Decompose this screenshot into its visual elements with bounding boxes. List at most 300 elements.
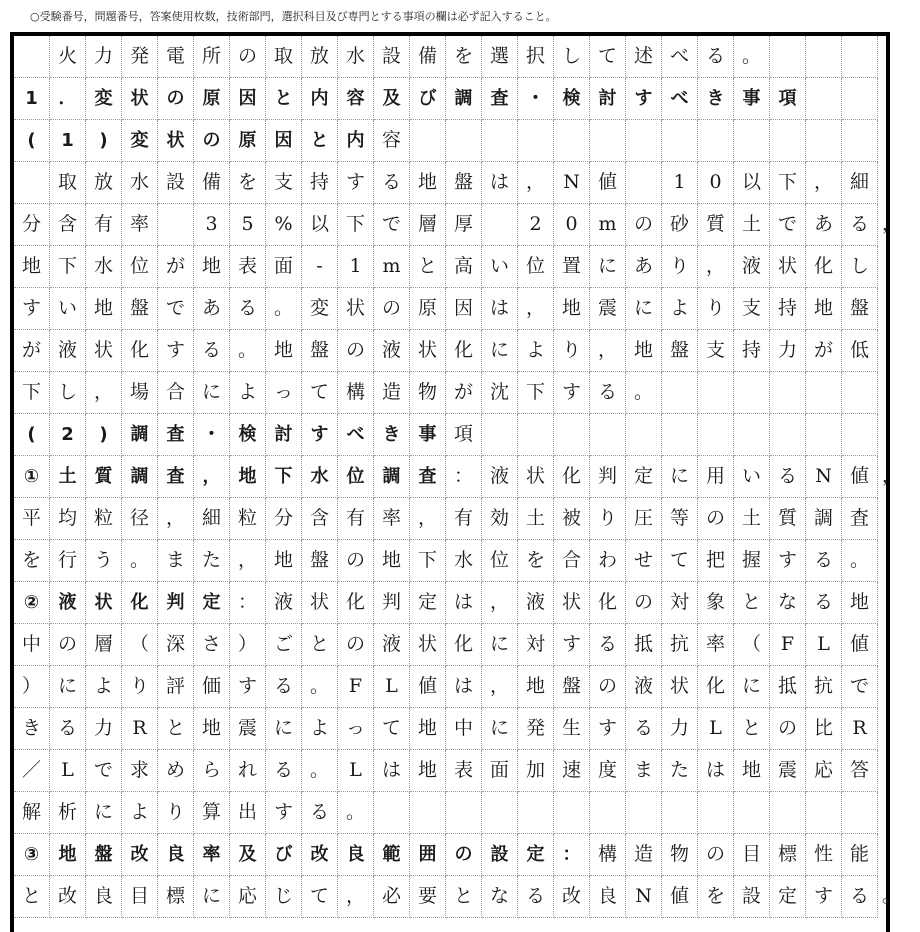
grid-cell: は xyxy=(482,288,518,330)
grid-cell: 変 xyxy=(86,78,122,120)
grid-cell: 加 xyxy=(518,750,554,792)
grid-cell: 表 xyxy=(230,246,266,288)
grid-cell: 細 xyxy=(194,498,230,540)
grid-cell: 化 xyxy=(122,582,158,624)
grid-cell: の xyxy=(698,498,734,540)
grid-cell: し xyxy=(50,372,86,414)
grid-cell xyxy=(446,792,482,834)
grid-cell: 地 xyxy=(266,330,302,372)
grid-cell: 盤 xyxy=(842,288,878,330)
grid-cell: 抗 xyxy=(662,624,698,666)
grid-cell: す xyxy=(806,876,842,918)
grid-cell: 位 xyxy=(518,246,554,288)
grid-cell: L xyxy=(374,666,410,708)
grid-cell: 化 xyxy=(554,456,590,498)
grid-cell: 値 xyxy=(590,162,626,204)
grid-cell: と xyxy=(158,708,194,750)
grid-cell: 状 xyxy=(518,456,554,498)
grid-cell xyxy=(806,372,842,414)
grid-cell: 原 xyxy=(410,288,446,330)
grid-cell: 土 xyxy=(518,498,554,540)
grid-cell: 度 xyxy=(590,750,626,792)
grid-cell: し xyxy=(842,246,878,288)
grid-row xyxy=(14,162,886,204)
grid-cell: 細 xyxy=(842,162,878,204)
grid-cell: 内 xyxy=(302,78,338,120)
grid-cell: に xyxy=(662,456,698,498)
grid-cell: り xyxy=(158,792,194,834)
grid-cell: 求 xyxy=(122,750,158,792)
grid-cell: （ xyxy=(734,624,770,666)
grid-cell: 以 xyxy=(734,162,770,204)
grid-cell: 中 xyxy=(446,708,482,750)
grid-cell: は xyxy=(482,162,518,204)
grid-cell: る xyxy=(590,372,626,414)
grid-cell xyxy=(734,120,770,162)
margin-punctuation: ， xyxy=(882,214,900,235)
grid-cell: 面 xyxy=(266,246,302,288)
grid-cell: き xyxy=(14,708,50,750)
grid-cell: m xyxy=(374,246,410,288)
grid-cell: ま xyxy=(158,540,194,582)
grid-cell: 地 xyxy=(842,582,878,624)
grid-cell: と xyxy=(14,876,50,918)
grid-cell: 速 xyxy=(554,750,590,792)
grid-cell: 放 xyxy=(302,36,338,78)
grid-cell: 盤 xyxy=(662,330,698,372)
grid-cell: ご xyxy=(266,624,302,666)
grid-cell: 調 xyxy=(374,456,410,498)
grid-cell xyxy=(410,792,446,834)
grid-cell: N xyxy=(554,162,590,204)
grid-cell: 定 xyxy=(410,582,446,624)
grid-cell: べ xyxy=(662,36,698,78)
grid-cell: 有 xyxy=(446,498,482,540)
grid-cell xyxy=(158,204,194,246)
grid-cell: 定 xyxy=(770,876,806,918)
grid-cell: る xyxy=(266,666,302,708)
grid-cell: わ xyxy=(590,540,626,582)
grid-cell xyxy=(842,120,878,162)
grid-cell: L xyxy=(338,750,374,792)
grid-cell: ． xyxy=(50,78,86,120)
grid-cell: ) xyxy=(86,414,122,456)
grid-cell: の xyxy=(338,624,374,666)
grid-cell: べ xyxy=(338,414,374,456)
grid-cell: 状 xyxy=(86,330,122,372)
grid-cell: 盤 xyxy=(302,330,338,372)
grid-cell: 地 xyxy=(86,288,122,330)
grid-cell: 判 xyxy=(374,582,410,624)
grid-cell: 必 xyxy=(374,876,410,918)
grid-cell: 液 xyxy=(626,666,662,708)
grid-cell: 支 xyxy=(698,330,734,372)
grid-cell: っ xyxy=(338,708,374,750)
grid-cell: 値 xyxy=(410,666,446,708)
grid-cell: て xyxy=(302,372,338,414)
grid-cell: ， xyxy=(806,162,842,204)
grid-cell: 物 xyxy=(662,834,698,876)
grid-cell: ま xyxy=(626,750,662,792)
grid-cell: 設 xyxy=(374,36,410,78)
grid-cell: 判 xyxy=(590,456,626,498)
grid-cell: 被 xyxy=(554,498,590,540)
grid-cell: さ xyxy=(194,624,230,666)
grid-cell xyxy=(626,414,662,456)
grid-cell: L xyxy=(698,708,734,750)
grid-cell: の xyxy=(374,288,410,330)
grid-cell xyxy=(734,792,770,834)
grid-cell: る xyxy=(194,330,230,372)
grid-cell: ） xyxy=(14,666,50,708)
grid-cell: る xyxy=(266,750,302,792)
grid-row xyxy=(14,78,886,120)
grid-cell: 把 xyxy=(698,540,734,582)
grid-cell: よ xyxy=(86,666,122,708)
grid-cell: 深 xyxy=(158,624,194,666)
grid-cell: 層 xyxy=(86,624,122,666)
grid-cell xyxy=(806,792,842,834)
form-notice: ○受験番号，問題番号，答案使用枚数，技術部門，選択科目及び専門とする事項の欄は必ず記入すること。 xyxy=(30,10,557,23)
grid-cell: を xyxy=(14,540,50,582)
grid-cell xyxy=(806,414,842,456)
grid-cell: R xyxy=(122,708,158,750)
grid-cell: 因 xyxy=(446,288,482,330)
grid-cell: 項 xyxy=(446,414,482,456)
grid-cell: 検 xyxy=(554,78,590,120)
grid-cell: 容 xyxy=(374,120,410,162)
grid-cell: ， xyxy=(482,666,518,708)
grid-cell: 地 xyxy=(14,246,50,288)
grid-row xyxy=(14,708,886,750)
grid-cell: に xyxy=(86,792,122,834)
grid-cell: N xyxy=(626,876,662,918)
grid-cell xyxy=(446,120,482,162)
grid-cell: い xyxy=(482,246,518,288)
grid-cell: す xyxy=(770,540,806,582)
grid-cell: 応 xyxy=(806,750,842,792)
grid-cell: 質 xyxy=(698,204,734,246)
grid-cell: ら xyxy=(194,750,230,792)
grid-cell: 取 xyxy=(50,162,86,204)
grid-cell: す xyxy=(590,708,626,750)
grid-cell: の xyxy=(338,540,374,582)
grid-cell: 質 xyxy=(86,456,122,498)
grid-cell: じ xyxy=(266,876,302,918)
grid-cell: る xyxy=(626,708,662,750)
grid-cell: 有 xyxy=(86,204,122,246)
grid-cell: 液 xyxy=(374,624,410,666)
grid-cell: 設 xyxy=(482,834,518,876)
grid-cell: 化 xyxy=(122,330,158,372)
grid-cell: の xyxy=(770,708,806,750)
grid-cell: 出 xyxy=(230,792,266,834)
grid-cell: 持 xyxy=(302,162,338,204)
grid-cell: と xyxy=(446,876,482,918)
grid-cell: る xyxy=(590,624,626,666)
grid-cell: 持 xyxy=(770,288,806,330)
grid-cell: を xyxy=(698,876,734,918)
grid-cell: う xyxy=(86,540,122,582)
grid-cell: 。 xyxy=(626,372,662,414)
grid-row xyxy=(14,246,886,288)
grid-cell xyxy=(770,120,806,162)
grid-cell: め xyxy=(158,750,194,792)
grid-cell: 持 xyxy=(734,330,770,372)
grid-cell: 地 xyxy=(230,456,266,498)
grid-cell: 状 xyxy=(122,78,158,120)
grid-cell xyxy=(698,792,734,834)
grid-cell: 位 xyxy=(482,540,518,582)
grid-row xyxy=(14,36,886,78)
grid-cell: 均 xyxy=(50,498,86,540)
grid-cell xyxy=(734,372,770,414)
grid-cell: 1 xyxy=(662,162,698,204)
grid-cell: 分 xyxy=(266,498,302,540)
grid-cell: L xyxy=(50,750,86,792)
grid-cell: 液 xyxy=(374,330,410,372)
grid-cell: 盤 xyxy=(446,162,482,204)
grid-cell: 検 xyxy=(230,414,266,456)
grid-cell: ， xyxy=(518,288,554,330)
grid-cell: 含 xyxy=(50,204,86,246)
grid-cell xyxy=(806,78,842,120)
grid-cell: の xyxy=(626,582,662,624)
grid-cell: ， xyxy=(518,162,554,204)
grid-cell: 因 xyxy=(230,78,266,120)
grid-cell: 算 xyxy=(194,792,230,834)
grid-cell: 。 xyxy=(302,666,338,708)
grid-cell: ／ xyxy=(14,750,50,792)
grid-cell: 効 xyxy=(482,498,518,540)
grid-cell: 5 xyxy=(230,204,266,246)
grid-cell: 土 xyxy=(50,456,86,498)
grid-cell: 査 xyxy=(410,456,446,498)
grid-row xyxy=(14,666,886,708)
grid-cell: 要 xyxy=(410,876,446,918)
grid-cell: ， xyxy=(158,498,194,540)
grid-cell: に xyxy=(590,246,626,288)
grid-cell: の xyxy=(590,666,626,708)
grid-cell: と xyxy=(266,78,302,120)
grid-cell: て xyxy=(374,708,410,750)
grid-cell: 物 xyxy=(410,372,446,414)
grid-cell: 査 xyxy=(842,498,878,540)
grid-cell: 抗 xyxy=(806,666,842,708)
grid-cell: 容 xyxy=(338,78,374,120)
grid-cell: 所 xyxy=(194,36,230,78)
grid-cell: り xyxy=(590,498,626,540)
grid-cell: 等 xyxy=(662,498,698,540)
grid-cell: 良 xyxy=(158,834,194,876)
grid-cell: は xyxy=(446,666,482,708)
grid-cell xyxy=(662,414,698,456)
grid-cell: が xyxy=(446,372,482,414)
grid-cell: 合 xyxy=(158,372,194,414)
grid-cell: L xyxy=(806,624,842,666)
grid-cell: 事 xyxy=(734,78,770,120)
grid-cell: 放 xyxy=(86,162,122,204)
grid-row xyxy=(14,582,886,624)
grid-cell: 査 xyxy=(482,78,518,120)
grid-cell: 能 xyxy=(842,834,878,876)
grid-cell xyxy=(842,36,878,78)
grid-cell: ( xyxy=(14,414,50,456)
grid-cell: 。 xyxy=(230,330,266,372)
grid-row xyxy=(14,624,886,666)
grid-cell xyxy=(518,792,554,834)
grid-cell: 象 xyxy=(698,582,734,624)
grid-cell: あ xyxy=(806,204,842,246)
grid-cell: は xyxy=(698,750,734,792)
grid-cell: 地 xyxy=(554,288,590,330)
grid-cell: 。 xyxy=(122,540,158,582)
grid-cell: す xyxy=(626,78,662,120)
grid-cell xyxy=(770,36,806,78)
grid-cell: と xyxy=(410,246,446,288)
grid-cell: 下 xyxy=(50,246,86,288)
grid-row xyxy=(14,750,886,792)
grid-cell: 率 xyxy=(374,498,410,540)
grid-cell: 良 xyxy=(590,876,626,918)
grid-cell: 備 xyxy=(194,162,230,204)
grid-row xyxy=(14,330,886,372)
grid-cell: R xyxy=(842,708,878,750)
grid-cell: 水 xyxy=(446,540,482,582)
grid-cell: 3 xyxy=(194,204,230,246)
grid-cell: 事 xyxy=(410,414,446,456)
grid-cell: ： xyxy=(554,834,590,876)
grid-cell: 率 xyxy=(698,624,734,666)
grid-cell: る xyxy=(518,876,554,918)
grid-cell: 状 xyxy=(158,120,194,162)
grid-cell: 造 xyxy=(626,834,662,876)
grid-cell: 値 xyxy=(842,456,878,498)
grid-cell: 定 xyxy=(194,582,230,624)
grid-cell: - xyxy=(302,246,338,288)
grid-cell: 選 xyxy=(482,36,518,78)
grid-cell: 地 xyxy=(734,750,770,792)
grid-cell: で xyxy=(158,288,194,330)
grid-cell: ， xyxy=(194,456,230,498)
grid-cell: 厚 xyxy=(446,204,482,246)
grid-cell: よ xyxy=(518,330,554,372)
grid-cell: 水 xyxy=(86,246,122,288)
grid-cell xyxy=(806,120,842,162)
grid-cell: F xyxy=(338,666,374,708)
grid-cell: 標 xyxy=(158,876,194,918)
grid-cell: 液 xyxy=(518,582,554,624)
grid-cell: 沈 xyxy=(482,372,518,414)
grid-cell: 化 xyxy=(806,246,842,288)
grid-cell: 設 xyxy=(734,876,770,918)
grid-cell: 震 xyxy=(590,288,626,330)
grid-cell: 及 xyxy=(374,78,410,120)
grid-cell: る xyxy=(770,456,806,498)
grid-cell: 変 xyxy=(302,288,338,330)
grid-cell: は xyxy=(374,750,410,792)
grid-cell: 液 xyxy=(50,330,86,372)
grid-cell: 土 xyxy=(734,204,770,246)
grid-cell: り xyxy=(662,246,698,288)
grid-cell xyxy=(482,414,518,456)
grid-cell xyxy=(626,792,662,834)
grid-cell: ① xyxy=(14,456,50,498)
grid-cell: 位 xyxy=(122,246,158,288)
grid-cell xyxy=(554,792,590,834)
grid-cell: 調 xyxy=(122,456,158,498)
grid-cell: す xyxy=(14,288,50,330)
grid-cell: 評 xyxy=(158,666,194,708)
grid-cell: 地 xyxy=(194,708,230,750)
grid-cell: 内 xyxy=(338,120,374,162)
grid-cell: ， xyxy=(482,582,518,624)
grid-cell: を xyxy=(518,540,554,582)
grid-cell: 下 xyxy=(338,204,374,246)
grid-cell: が xyxy=(158,246,194,288)
grid-cell: ） xyxy=(230,624,266,666)
grid-cell: 盤 xyxy=(86,834,122,876)
grid-cell: に xyxy=(50,666,86,708)
grid-cell: 率 xyxy=(194,834,230,876)
grid-cell: 値 xyxy=(662,876,698,918)
grid-cell: な xyxy=(770,582,806,624)
grid-cell: よ xyxy=(122,792,158,834)
grid-cell: 抵 xyxy=(770,666,806,708)
grid-cell: 震 xyxy=(230,708,266,750)
grid-cell: る xyxy=(842,204,878,246)
grid-cell: り xyxy=(698,288,734,330)
grid-cell: 状 xyxy=(410,330,446,372)
grid-cell: 応 xyxy=(230,876,266,918)
grid-cell: 発 xyxy=(518,708,554,750)
grid-cell xyxy=(590,120,626,162)
grid-cell: 析 xyxy=(50,792,86,834)
grid-cell: ： xyxy=(230,582,266,624)
grid-cell: 行 xyxy=(50,540,86,582)
grid-cell: ( xyxy=(14,120,50,162)
grid-cell: が xyxy=(14,330,50,372)
grid-cell xyxy=(590,414,626,456)
grid-cell: 粒 xyxy=(230,498,266,540)
grid-cell: 火 xyxy=(50,36,86,78)
grid-cell xyxy=(14,162,50,204)
grid-cell: （ xyxy=(122,624,158,666)
grid-cell: で xyxy=(770,204,806,246)
grid-cell: ， xyxy=(86,372,122,414)
grid-cell xyxy=(626,120,662,162)
grid-cell: き xyxy=(374,414,410,456)
grid-cell: の xyxy=(338,330,374,372)
grid-cell: 。 xyxy=(302,750,338,792)
grid-cell: よ xyxy=(662,288,698,330)
grid-cell xyxy=(698,120,734,162)
grid-cell: 造 xyxy=(374,372,410,414)
grid-cell: 状 xyxy=(302,582,338,624)
grid-cell: % xyxy=(266,204,302,246)
grid-cell: 地 xyxy=(410,708,446,750)
grid-cell: で xyxy=(374,204,410,246)
grid-cell: 握 xyxy=(734,540,770,582)
grid-cell: る xyxy=(842,876,878,918)
grid-cell: 1 xyxy=(338,246,374,288)
grid-cell: 目 xyxy=(122,876,158,918)
grid-cell: 砂 xyxy=(662,204,698,246)
grid-cell: 備 xyxy=(410,36,446,78)
grid-cell: あ xyxy=(626,246,662,288)
grid-cell: に xyxy=(194,876,230,918)
grid-row xyxy=(14,540,886,582)
